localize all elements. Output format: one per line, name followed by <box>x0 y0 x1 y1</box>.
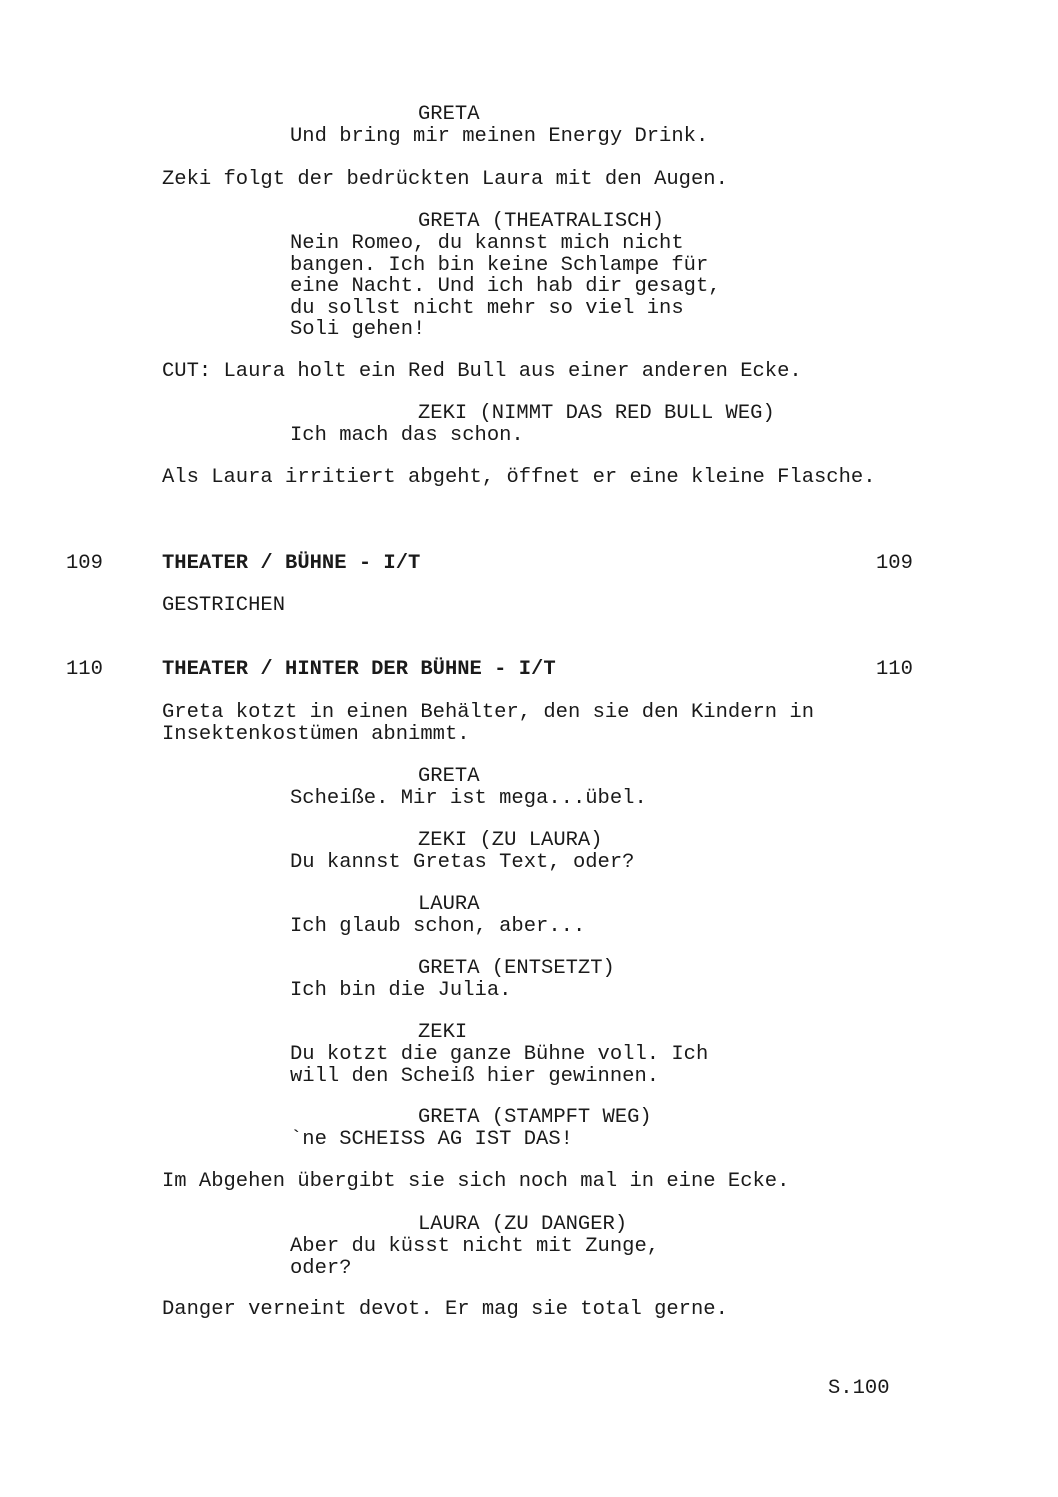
action-line: Danger verneint devot. Er mag sie total gerne. <box>162 1298 728 1321</box>
scene-number-left: 110 <box>66 658 103 681</box>
character-name: GRETA <box>418 103 480 126</box>
dialogue: Ich bin die Julia. <box>290 979 512 1002</box>
scene-heading: THEATER / HINTER DER BÜHNE - I/T <box>162 658 556 681</box>
dialogue: Nein Romeo, du kannst mich nicht bangen. Ich bin keine Schlampe für eine Nacht. Und ich hab dir gesagt, du sollst nicht mehr so viel ins Soli gehen! <box>290 232 721 341</box>
dialogue: Aber du küsst nicht mit Zunge, oder? <box>290 1235 660 1280</box>
character-name: ZEKI (ZU LAURA) <box>418 829 603 852</box>
character-name: GRETA (THEATRALISCH) <box>418 210 665 233</box>
character-name: GRETA (ENTSETZT) <box>418 957 615 980</box>
character-name: ZEKI (NIMMT DAS RED BULL WEG) <box>418 402 775 425</box>
dialogue: Scheiße. Mir ist mega...übel. <box>290 787 647 810</box>
dialogue: Ich glaub schon, aber... <box>290 915 586 938</box>
page-number: S.100 <box>828 1377 890 1400</box>
scene-number-right: 109 <box>876 552 913 575</box>
character-name: LAURA <box>418 893 480 916</box>
character-name: LAURA (ZU DANGER) <box>418 1213 628 1236</box>
character-name: GRETA (STAMPFT WEG) <box>418 1106 652 1129</box>
dialogue: Du kotzt die ganze Bühne voll. Ich will den Scheiß hier gewinnen. <box>290 1043 709 1088</box>
action-line: Als Laura irritiert abgeht, öffnet er eine kleine Flasche. <box>162 466 876 489</box>
action-line: CUT: Laura holt ein Red Bull aus einer anderen Ecke. <box>162 360 802 383</box>
action-line: Im Abgehen übergibt sie sich noch mal in eine Ecke. <box>162 1170 790 1193</box>
character-name: GRETA <box>418 765 480 788</box>
action-line: GESTRICHEN <box>162 594 286 617</box>
scene-number-right: 110 <box>876 658 913 681</box>
scene-number-left: 109 <box>66 552 103 575</box>
action-line: Zeki folgt der bedrückten Laura mit den Augen. <box>162 168 728 191</box>
character-name: ZEKI <box>418 1021 468 1044</box>
dialogue: Und bring mir meinen Energy Drink. <box>290 125 709 148</box>
dialogue: `ne SCHEISS AG IST DAS! <box>290 1128 573 1151</box>
action-line: Greta kotzt in einen Behälter, den sie den Kindern in Insektenkostümen abnimmt. <box>162 701 815 746</box>
dialogue: Ich mach das schon. <box>290 424 524 447</box>
scene-heading: THEATER / BÜHNE - I/T <box>162 552 421 575</box>
dialogue: Du kannst Gretas Text, oder? <box>290 851 635 874</box>
